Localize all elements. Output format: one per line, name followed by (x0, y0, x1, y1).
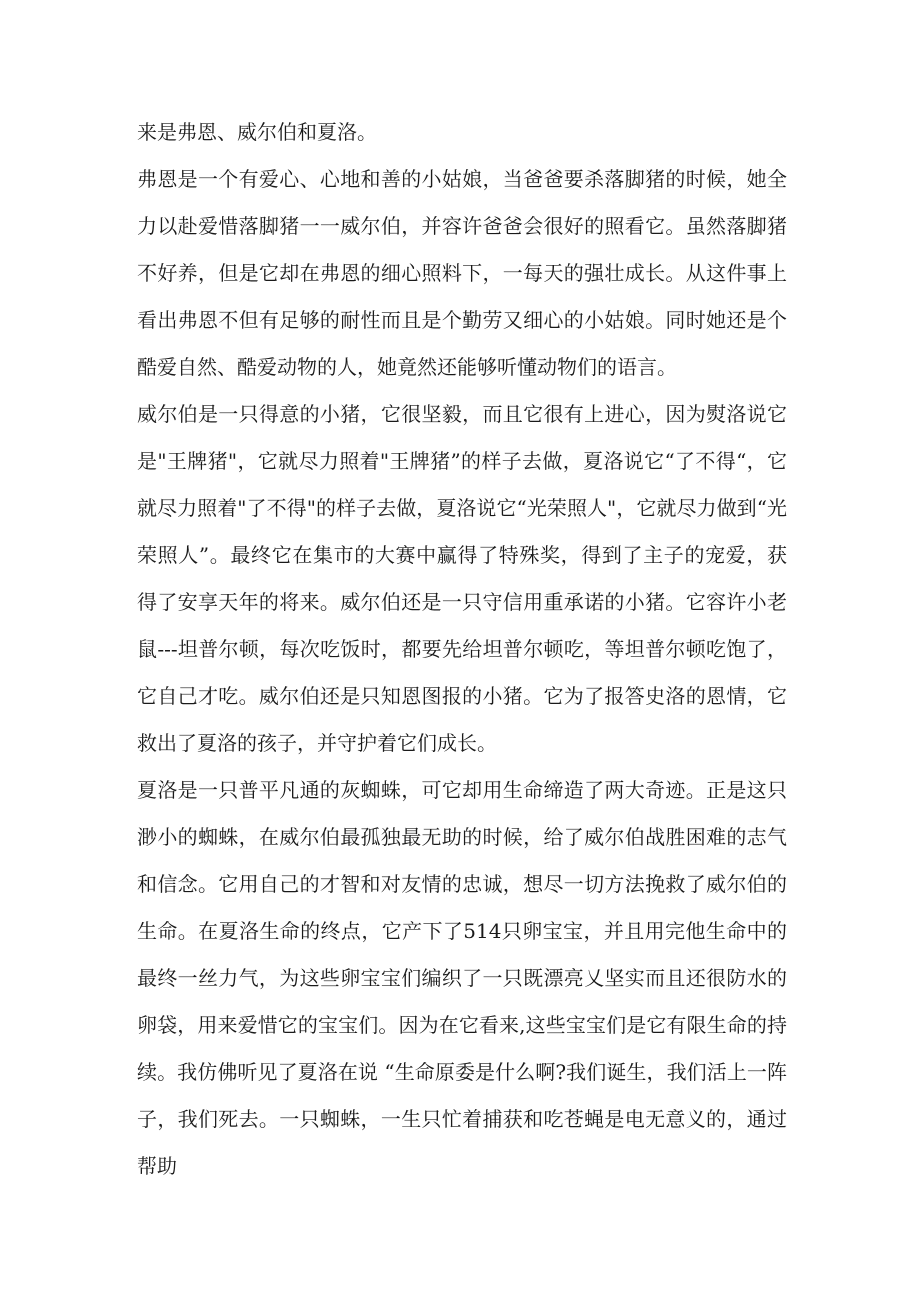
document-body (137, 109, 787, 1190)
paragraph-wilbur: 威尔伯是一只得意的小猪，它很坚毅，而且它很有上进心，因为熨洛说它是"王牌猪"，它就尽力照着"王牌猪”的样子去做，夏洛说它“了不得“，它就尽力照着"了不得"的样子去做，夏洛说它“光荣照人"，它就尽力做到“光荣照人”。最终它在集市的大赛中赢得了特殊奖，得到了主子的宠爱，获得了安享天年的将来。威尔伯还是一只守信用重承诺的小猪。它容许小老鼠---坦普尔顿，每次吃饭时，都要先给坦普尔顿吃，等坦普尔顿吃饱了，它自己才吃。威尔伯还是只知恩图报的小猪。它为了报答史洛的恩情，它救出了夏洛的孩子，并守护着它们成长。 (137, 402, 787, 755)
paragraph-charlotte: 夏洛是一只普平凡通的灰蜘蛛，可它却用生命缔造了两大奇迹。正是这只渺小的蜘蛛，在威尔伯最孤独最无助的时候，给了威尔伯战胜困难的志气和信念。它用自己的才智和对友情的忠诚，想尽一切方法挽救了威尔伯的生命。在夏洛生命的终点，它产下了514只卵宝宝，并且用完他生命中的最终一丝力气，为这些卵宝宝们编织了一只既漂亮乂坚实而且还很防水的卵袋，用来爱惜它的宝宝们。因为在它看来,这些宝宝们是它有限生命的持续。我仿佛听见了夏洛在说 “生命原委是什么啊?我们诞生，我们活上一阵子，我们死去。一只蜘蛛，一生只忙着捕获和吃苍蝇是电无意义的，通过帮助 (137, 778, 787, 1178)
paragraph-fern: 弗恩是一个有爱心、心地和善的小姑娘，当爸爸要杀落脚猪的时候，她全力以赴爱惜落脚猪一一威尔伯，并容许爸爸会很好的照看它。虽然落脚猪不好养，但是它却在弗恩的细心照料下，一每天的强壮成长。从这件事上看出弗恩不但有足够的耐性而且是个勤劳又细心的小姑娘。同时她还是个酷爱自然、酷爱动物的人，她竟然还能够听懂动物们的语言。 (137, 167, 787, 379)
paragraph-intro-ending: 来是弗恩、威尔伯和夏洛。 (137, 120, 377, 144)
